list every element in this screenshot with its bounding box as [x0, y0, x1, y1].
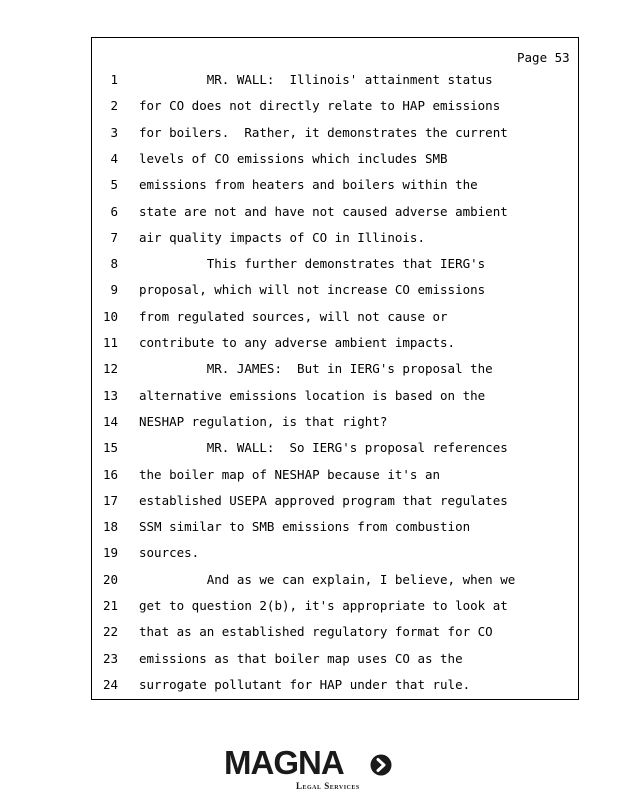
- line-text: the boiler map of NESHAP because it's an: [139, 466, 441, 482]
- line-text: MR. JAMES: But in IERG's proposal the: [139, 361, 493, 377]
- transcript-line: [0, 282, 618, 302]
- transcript-line: [0, 151, 618, 171]
- transcript-line: [0, 388, 618, 408]
- line-number: 15: [102, 440, 118, 456]
- line-number: 4: [110, 150, 118, 166]
- logo-wordmark: MAGNA: [224, 744, 344, 781]
- line-text: emissions from heaters and boilers within the: [139, 177, 478, 193]
- line-number: 11: [102, 335, 118, 350]
- transcript-line: [0, 361, 618, 381]
- line-number: 16: [102, 466, 118, 482]
- line-number: 8: [110, 256, 118, 272]
- transcript-line: [0, 309, 618, 329]
- line-text: surrogate pollutant for HAP under that rule.: [139, 676, 471, 692]
- line-number: 1: [110, 72, 118, 87]
- line-text: And as we can explain, I believe, when we: [139, 571, 516, 587]
- transcript-line: [0, 624, 618, 644]
- line-text: SSM similar to SMB emissions from combustion: [139, 519, 471, 535]
- magna-logo: [224, 745, 424, 797]
- line-text: state are not and have not caused adverse ambient: [139, 203, 508, 219]
- line-text: emissions as that boiler map uses CO as the: [139, 650, 463, 666]
- line-number: 17: [102, 492, 118, 508]
- transcript-line: [0, 493, 618, 513]
- line-number: 24: [102, 676, 118, 692]
- transcript-line: [0, 651, 618, 671]
- line-number: 18: [102, 519, 118, 535]
- line-number: 3: [110, 124, 118, 140]
- line-text: NESHAP regulation, is that right?: [139, 413, 388, 429]
- transcript-line: [0, 467, 618, 487]
- transcript-line: [0, 335, 618, 355]
- line-number: 22: [102, 624, 118, 640]
- line-text: This further demonstrates that IERG's: [139, 256, 486, 272]
- transcript-line: [0, 677, 618, 697]
- transcript-line: [0, 125, 618, 145]
- line-number: 10: [102, 308, 118, 324]
- transcript-line: [0, 177, 618, 197]
- transcript-line: [0, 440, 618, 460]
- line-text: established USEPA approved program that regulates: [139, 492, 508, 508]
- line-number: 23: [102, 650, 118, 666]
- line-number: 12: [102, 361, 118, 377]
- line-number: 7: [110, 229, 118, 245]
- line-number: 5: [110, 177, 118, 193]
- transcript-line: [0, 72, 618, 92]
- line-text: from regulated sources, will not cause or: [139, 308, 448, 324]
- line-number: 19: [102, 545, 118, 561]
- line-text: proposal, which will not increase CO emissions: [139, 282, 486, 298]
- transcript-line: [0, 256, 618, 276]
- transcript-line: [0, 519, 618, 539]
- line-text: for CO does not directly relate to HAP emissions: [139, 98, 501, 114]
- chevron-right-circle-icon: [370, 754, 392, 776]
- line-text: get to question 2(b), it's appropriate to look at: [139, 598, 508, 613]
- transcript-line: [0, 414, 618, 434]
- line-text: MR. WALL: Illinois' attainment status: [139, 72, 493, 87]
- line-number: 21: [102, 598, 118, 613]
- transcript-line: [0, 98, 618, 118]
- line-text: that as an established regulatory format for CO: [139, 624, 493, 640]
- transcript-line: [0, 230, 618, 250]
- line-text: alternative emissions location is based on the: [139, 387, 486, 403]
- line-number: 13: [102, 387, 118, 403]
- transcript-line: [0, 598, 618, 618]
- line-number: 6: [110, 203, 118, 219]
- line-text: air quality impacts of CO in Illinois.: [139, 229, 425, 245]
- line-text: for boilers. Rather, it demonstrates the current: [139, 124, 508, 140]
- line-text: sources.: [139, 545, 200, 561]
- logo-tagline: Legal Services: [296, 781, 360, 791]
- transcript-line: [0, 545, 618, 565]
- line-number: 2: [110, 98, 118, 114]
- transcript-line: [0, 572, 618, 592]
- line-number: 20: [102, 571, 118, 587]
- page-number: Page 53: [517, 50, 570, 65]
- line-text: contribute to any adverse ambient impacts.: [139, 335, 456, 350]
- transcript-line: [0, 204, 618, 224]
- line-text: levels of CO emissions which includes SMB: [139, 150, 448, 166]
- line-text: MR. WALL: So IERG's proposal references: [139, 440, 508, 456]
- line-number: 9: [110, 282, 118, 298]
- line-number: 14: [102, 413, 118, 429]
